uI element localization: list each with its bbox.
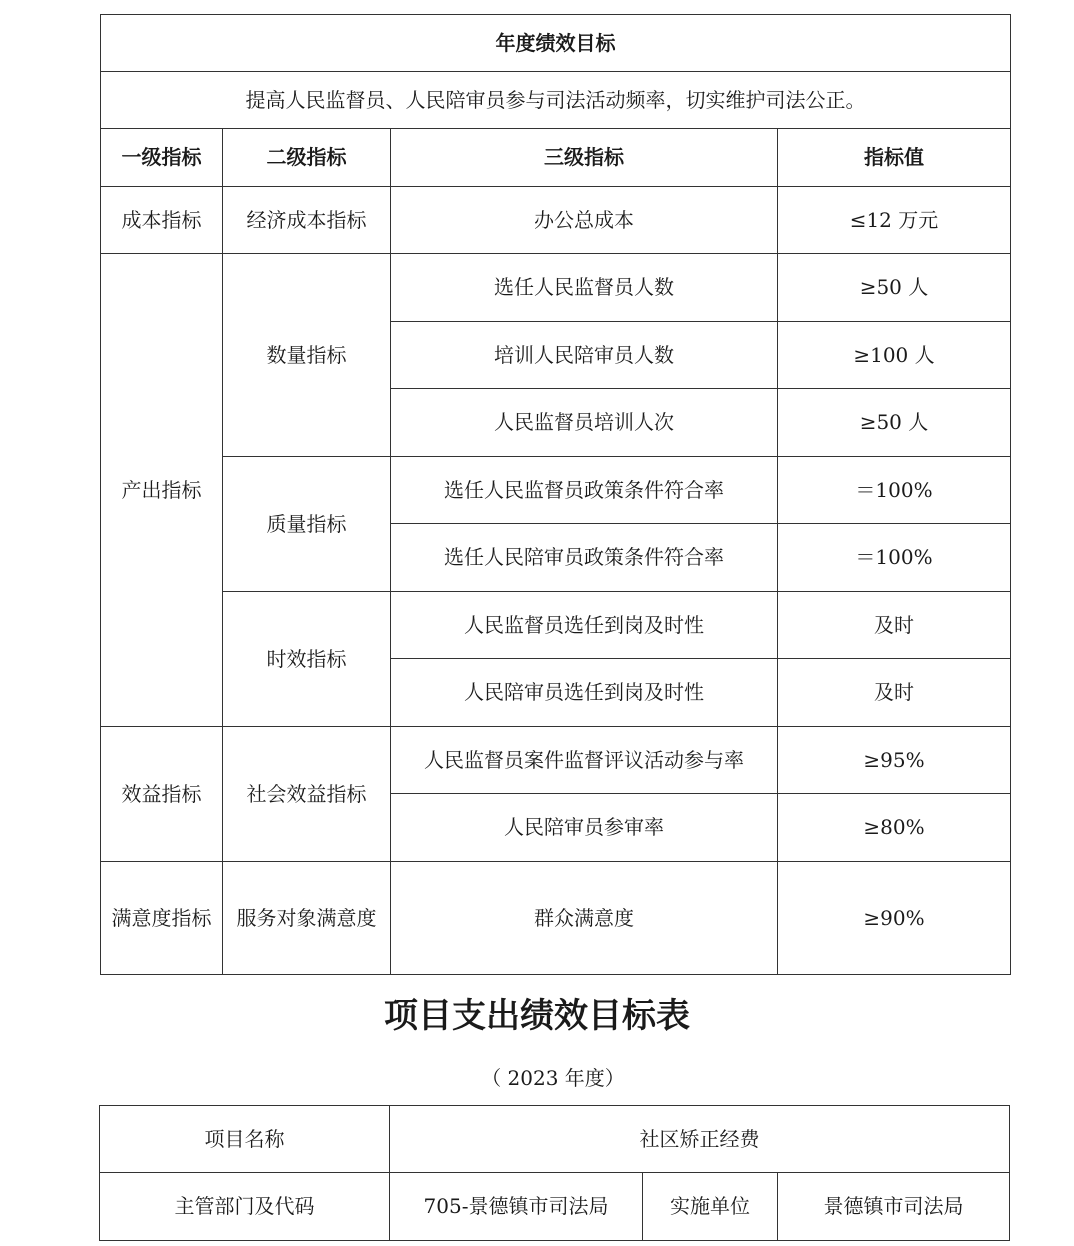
quantity-l2: 数量指标 bbox=[223, 254, 391, 457]
performance-goal-table bbox=[100, 14, 1011, 975]
benefit-value-1: ≥95% bbox=[778, 727, 1011, 794]
col-header-level2: 二级指标 bbox=[223, 129, 391, 187]
timeliness-value-1: 及时 bbox=[778, 592, 1011, 659]
impl-label: 实施单位 bbox=[643, 1173, 778, 1241]
satisfaction-l3: 群众满意度 bbox=[391, 862, 778, 975]
project-name-label: 项目名称 bbox=[100, 1106, 390, 1173]
quality-l2: 质量指标 bbox=[223, 457, 391, 592]
col-header-level1: 一级指标 bbox=[101, 129, 223, 187]
quality-value-1: ＝100% bbox=[778, 457, 1011, 524]
project-table-title: 项目支出绩效目标表 bbox=[384, 996, 690, 1036]
benefit-l3-1: 人民监督员案件监督评议活动参与率 bbox=[391, 727, 778, 794]
quality-l3-2: 选任人民陪审员政策条件符合率 bbox=[391, 524, 778, 592]
quantity-value-1: ≥50 人 bbox=[778, 254, 1011, 322]
benefit-l2: 社会效益指标 bbox=[223, 727, 391, 862]
quality-l3-1: 选任人民监督员政策条件符合率 bbox=[391, 457, 778, 524]
col-header-value: 指标值 bbox=[778, 129, 1011, 187]
dept-label: 主管部门及代码 bbox=[100, 1173, 390, 1241]
quality-value-2: ＝100% bbox=[778, 524, 1011, 592]
cost-l1: 成本指标 bbox=[101, 187, 223, 254]
col-header-level3: 三级指标 bbox=[391, 129, 778, 187]
output-l1: 产出指标 bbox=[101, 254, 223, 727]
cost-l2: 经济成本指标 bbox=[223, 187, 391, 254]
project-name-value: 社区矫正经费 bbox=[390, 1106, 1010, 1173]
timeliness-l3-1: 人民监督员选任到岗及时性 bbox=[391, 592, 778, 659]
project-table-year: （ 2023 年度） bbox=[481, 1066, 625, 1090]
quantity-value-3: ≥50 人 bbox=[778, 389, 1011, 457]
dept-value: 705-景德镇市司法局 bbox=[390, 1173, 643, 1241]
satisfaction-l2: 服务对象满意度 bbox=[223, 862, 391, 975]
quantity-l3-2: 培训人民陪审员人数 bbox=[391, 322, 778, 389]
annual-goal-text: 提高人民监督员、人民陪审员参与司法活动频率，切实维护司法公正。 bbox=[101, 72, 1011, 129]
quantity-value-2: ≥100 人 bbox=[778, 322, 1011, 389]
impl-value: 景德镇市司法局 bbox=[778, 1173, 1010, 1241]
benefit-l3-2: 人民陪审员参审率 bbox=[391, 794, 778, 862]
quantity-l3-3: 人民监督员培训人次 bbox=[391, 389, 778, 457]
benefit-value-2: ≥80% bbox=[778, 794, 1011, 862]
quantity-l3-1: 选任人民监督员人数 bbox=[391, 254, 778, 322]
project-info-table bbox=[99, 1105, 1010, 1241]
timeliness-l3-2: 人民陪审员选任到岗及时性 bbox=[391, 659, 778, 727]
cost-value: ≤12 万元 bbox=[778, 187, 1011, 254]
timeliness-value-2: 及时 bbox=[778, 659, 1011, 727]
timeliness-l2: 时效指标 bbox=[223, 592, 391, 727]
satisfaction-value: ≥90% bbox=[778, 862, 1011, 975]
cost-l3: 办公总成本 bbox=[391, 187, 778, 254]
satisfaction-l1: 满意度指标 bbox=[101, 862, 223, 975]
annual-goal-heading: 年度绩效目标 bbox=[101, 15, 1011, 72]
benefit-l1: 效益指标 bbox=[101, 727, 223, 862]
